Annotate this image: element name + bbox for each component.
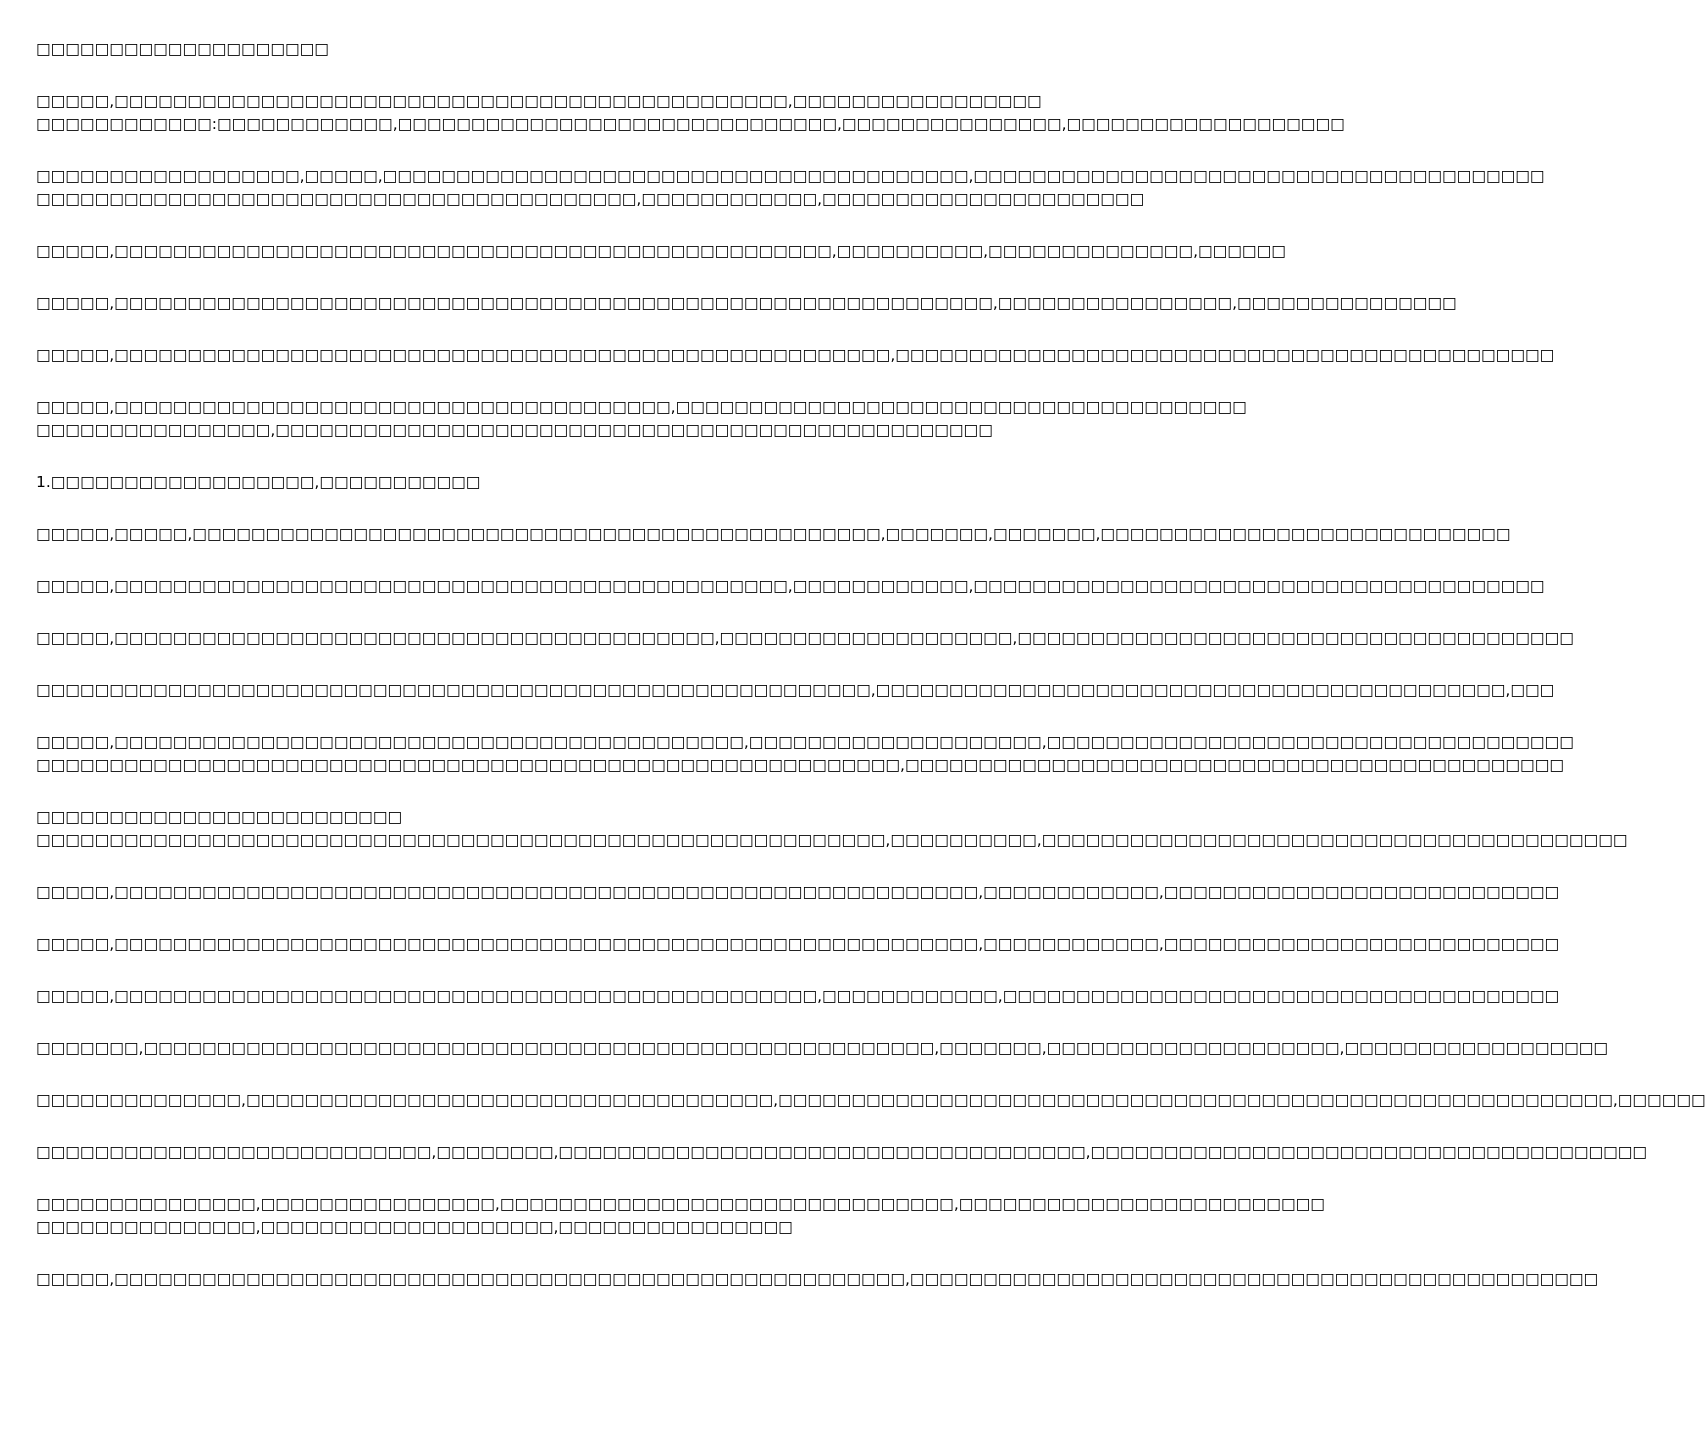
text-line: □□□□□,□□□□□□□□□□□□□□□□□□□□□□□□□□□□□□□□□□□□□□□□□□□□□□,□□□□□□□□□□□□□□□□□	[36, 92, 1042, 110]
text-line: □□□□□□□□□□□□□□□□,□□□□□□□□□□□□□□□□□□□□□□□□□□□□□□□□□□□□□□□□□□□□□□□□□	[36, 421, 993, 439]
text-line: □□□□□□□□□□□□□□□□□□□□□□□□□□□□□□□□□□□□□□□□□□□□□□□□□□□□□□□□□□,□□□□□□□□□□,□□□□□□□□□□□□□□□□□□□□□□□□□□□□□□□□□□□□□□□□	[36, 831, 1628, 849]
text-line: □□□□□□□,□□□□□□□□□□□□□□□□□□□□□□□□□□□□□□□□□□□□□□□□□□□□□□□□□□□□□□,□□□□□□□,□□□□□□□□□□□□□□□□□□□□,□□□□□□□□□□□□□□□□□□	[36, 1039, 1609, 1057]
text-line: □□□□□,□□□□□□□□□□□□□□□□□□□□□□□□□□□□□□□□□□□□□□□□□□□□□□□□□□□□□□,□□□□□□□□□□□□□□□□□□□□□□□□□□□□□□□□□□□□□□□□□□□□□□□	[36, 1270, 1599, 1288]
text-line: □□□□□,□□□□□□□□□□□□□□□□□□□□□□□□□□□□□□□□□□□□□□□□□□□□□□□□□,□□□□□□□□□□,□□□□□□□□□□□□□□,□□□□□□	[36, 242, 1286, 260]
paragraph	[36, 90, 1345, 136]
text-line: □□□□□□□□□□□□□□□□□□□□□□□□□□□□□□□□□□□□□□□□□□□□□□□□□□□□□□□□□□□,□□□□□□□□□□□□□□□□□□□□□□□□□□□□□□□□□□□□□□□□□□□□□	[36, 756, 1564, 774]
text-line: □□□□□,□□□□□□□□□□□□□□□□□□□□□□□□□□□□□□□□□□□□□□□□□,□□□□□□□□□□□□□□□□□□□□,□□□□□□□□□□□□□□□□□□□□□□□□□□□□□□□□□□□□□□	[36, 629, 1574, 647]
paragraph	[36, 679, 1555, 702]
paragraph	[36, 627, 1574, 650]
paragraph	[36, 1141, 1648, 1164]
paragraph	[36, 1268, 1599, 1291]
paragraph	[36, 1037, 1609, 1060]
paragraph	[36, 471, 989, 494]
paragraph	[36, 881, 1560, 904]
paragraph	[36, 240, 1286, 263]
paragraph	[36, 165, 1545, 211]
paragraph	[36, 292, 1457, 315]
paragraph	[36, 38, 989, 61]
text-line: □□□□□,□□□□□□□□□□□□□□□□□□□□□□□□□□□□□□□□□□□□□□,□□□□□□□□□□□□□□□□□□□□□□□□□□□□□□□□□□□□□□□	[36, 398, 1247, 416]
text-line: □□□□□□□□□□□□□□□□□□□□	[36, 40, 329, 58]
text-line: □□□□□□□□□□□□□□□□□□□□□□□□□□□□□□□□□□□□□□□□□,□□□□□□□□□□□□,□□□□□□□□□□□□□□□□□□□□□□	[36, 190, 1145, 208]
document-body	[36, 38, 1706, 1320]
paragraph	[36, 1089, 1706, 1112]
text-line: □□□□□□□□□□□□□□□,□□□□□□□□□□□□□□□□□□□□,□□□□□□□□□□□□□□□□	[36, 1218, 793, 1236]
text-line: □□□□□,□□□□□□□□□□□□□□□□□□□□□□□□□□□□□□□□□□□□□□□□□□□□□□□□□□□□□□□□□□□,□□□□□□□□□□□□,□□□□□□□□□□□□□□□□□□□□□□□□□□□	[36, 883, 1560, 901]
text-line: □□□□□,□□□□□□□□□□□□□□□□□□□□□□□□□□□□□□□□□□□□□□□□□□□□□□□□□□□□□□□□□□□□,□□□□□□□□□□□□□□□□,□□□□□□□□□□□□□□□	[36, 294, 1457, 312]
text-line: □□□□□,□□□□□□□□□□□□□□□□□□□□□□□□□□□□□□□□□□□□□□□□□□□□□□,□□□□□□□□□□□□,□□□□□□□□□□□□□□□□□□□□□□□□□□□□□□□□□□□□□□□	[36, 577, 1545, 595]
text-line: □□□□□□□□□□□□□□□□□□□□□□□□□□□,□□□□□□□□,□□□□□□□□□□□□□□□□□□□□□□□□□□□□□□□□□□□□,□□□□□□□□□□□□□□□□□□□□□□□□□□□□□□□□□□□□□□	[36, 1143, 1648, 1161]
text-line: □□□□□□□□□□□□□□□□□□,□□□□□,□□□□□□□□□□□□□□□□□□□□□□□□□□□□□□□□□□□□□□□□,□□□□□□□□□□□□□□□□□□□□□□□□□□□□□□□□□□□□□□□	[36, 167, 1545, 185]
paragraph	[36, 523, 1511, 546]
text-line: □□□□□□□□□□□□□□□,□□□□□□□□□□□□□□□□,□□□□□□□□□□□□□□□□□□□□□□□□□□□□□□□,□□□□□□□□□□□□□□□□□□□□□□□□□	[36, 1195, 1325, 1213]
paragraph	[36, 933, 1560, 956]
paragraph	[36, 731, 1574, 777]
text-line: □□□□□,□□□□□□□□□□□□□□□□□□□□□□□□□□□□□□□□□□□□□□□□□□□□□□□□,□□□□□□□□□□□□,□□□□□□□□□□□□□□□□□□□□□□□□□□□□□□□□□□□□□□	[36, 987, 1560, 1005]
text-line: □□□□□□□□□□□□□□,□□□□□□□□□□□□□□□□□□□□□□□□□□□□□□□□□□□□,□□□□□□□□□□□□□□□□□□□□□□□□□□□□□□□□□□□□□□□□□□□□□□□□□□□□□□□□□,□□□□□□	[36, 1091, 1706, 1109]
text-line: 1.□□□□□□□□□□□□□□□□□□,□□□□□□□□□□□	[36, 473, 481, 491]
paragraph	[36, 396, 1247, 442]
text-line: □□□□□□□□□□□□:□□□□□□□□□□□□,□□□□□□□□□□□□□□□□□□□□□□□□□□□□□□,□□□□□□□□□□□□□□□,□□□□□□□□□□□□□□□□□□□	[36, 115, 1345, 133]
text-line: □□□□□,□□□□□□□□□□□□□□□□□□□□□□□□□□□□□□□□□□□□□□□□□□□□□□□□□□□□□□□□□□□,□□□□□□□□□□□□,□□□□□□□□□□□□□□□□□□□□□□□□□□□	[36, 935, 1560, 953]
paragraph	[36, 806, 1628, 852]
text-line: □□□□□,□□□□□,□□□□□□□□□□□□□□□□□□□□□□□□□□□□□□□□□□□□□□□□□□□□□□□,□□□□□□□,□□□□□□□,□□□□□□□□□□□□□□□□□□□□□□□□□□□□	[36, 525, 1511, 543]
text-line: □□□□□□□□□□□□□□□□□□□□□□□□□□□□□□□□□□□□□□□□□□□□□□□□□□□□□□□□□,□□□□□□□□□□□□□□□□□□□□□□□□□□□□□□□□□□□□□□□□□□□,□□□	[36, 681, 1555, 699]
paragraph	[36, 344, 1555, 367]
paragraph	[36, 1193, 1325, 1239]
text-line: □□□□□□□□□□□□□□□□□□□□□□□□□	[36, 808, 403, 826]
paragraph	[36, 985, 1560, 1008]
text-line: □□□□□,□□□□□□□□□□□□□□□□□□□□□□□□□□□□□□□□□□□□□□□□□□□□□□□□□□□□□,□□□□□□□□□□□□□□□□□□□□□□□□□□□□□□□□□□□□□□□□□□□□□	[36, 346, 1555, 364]
paragraph	[36, 575, 1545, 598]
text-line: □□□□□,□□□□□□□□□□□□□□□□□□□□□□□□□□□□□□□□□□□□□□□□□□□,□□□□□□□□□□□□□□□□□□□□,□□□□□□□□□□□□□□□□□□□□□□□□□□□□□□□□□□□□	[36, 733, 1574, 751]
